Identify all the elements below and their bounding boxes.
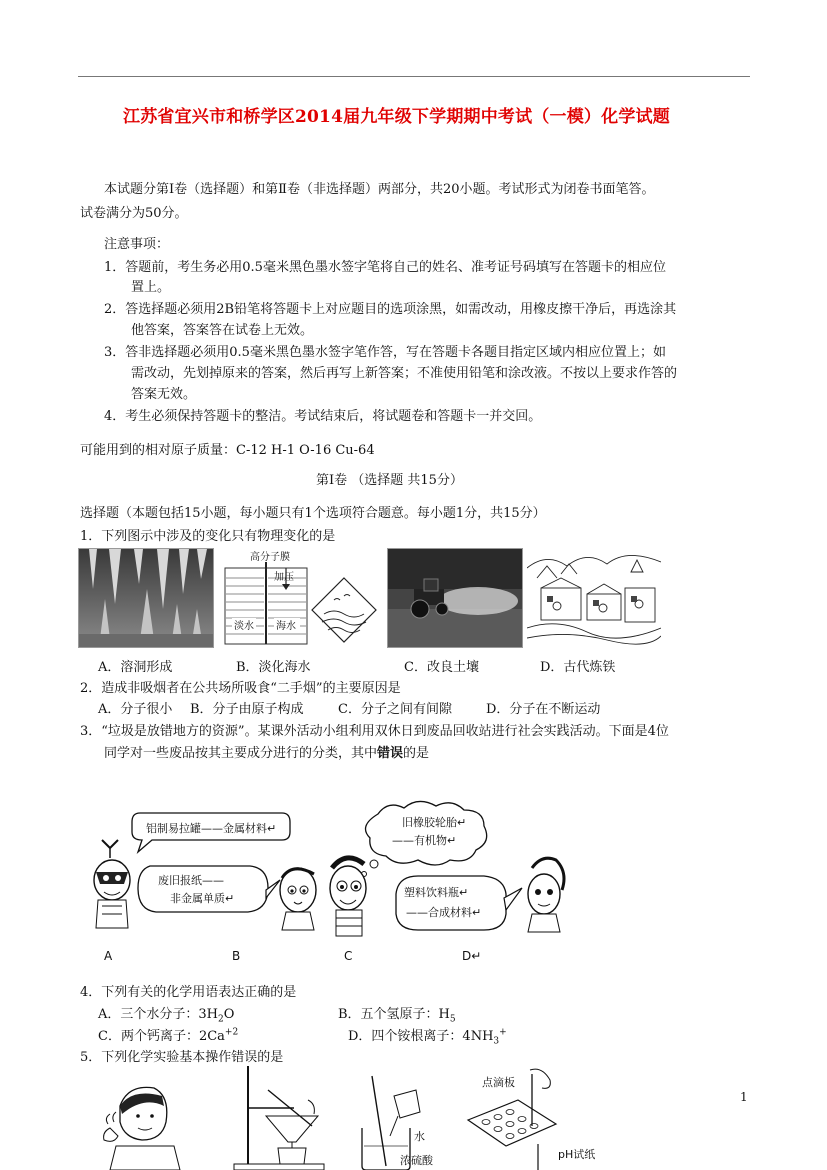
student-b-figure	[280, 868, 316, 930]
q4-option-b-text: B．五个氢原子：H	[338, 1007, 450, 1022]
q1-image-desalination	[224, 548, 378, 646]
bubble-b-line-2: 非金属单质↵	[170, 892, 235, 905]
student-d-figure	[528, 858, 564, 932]
q3-stem-part-c: 的是	[403, 746, 430, 761]
q3-illustration	[92, 798, 572, 968]
q4-option-c-text: C．两个钙离子：2Ca	[98, 1029, 225, 1044]
q4-option-a-subscript: 2	[218, 1014, 224, 1025]
q4-option-b	[338, 1003, 456, 1025]
q4-option-d-subscript: 3	[493, 1036, 500, 1047]
q2-stem: 2．造成非吸烟者在公共场所吸食“二手烟”的主要原因是	[80, 681, 401, 696]
note-2-line-b: 他答案，答案答在试卷上无效。	[131, 323, 314, 338]
q1-image-ancient-iron	[527, 548, 661, 646]
student-b-label: B	[232, 949, 241, 963]
q1-option-d: D．古代炼铁	[540, 660, 616, 675]
page-number: 1	[740, 1090, 748, 1104]
intro-line-1: 本试题分第Ⅰ卷（选择题）和第Ⅱ卷（非选择题）两部分，共20小题。考试形式为闭卷书面笔答。	[104, 182, 655, 197]
q4-option-d	[348, 1025, 507, 1047]
q4-stem: 4．下列有关的化学用语表达正确的是	[80, 985, 297, 1000]
student-c-figure	[330, 858, 366, 936]
q4-option-c	[98, 1025, 238, 1044]
note-1-line-b: 置上。	[131, 280, 171, 295]
q5-illustrations	[98, 1066, 618, 1170]
q1-option-a: A．溶洞形成	[98, 660, 173, 675]
fresh-water-label: 淡水	[234, 621, 254, 632]
q4-option-d-superscript: +	[499, 1027, 507, 1038]
boy-smelling-figure	[104, 1087, 180, 1170]
q4-option-a-end: O	[223, 1007, 235, 1022]
q5-stem: 5．下列化学实验基本操作错误的是	[80, 1050, 284, 1065]
q2-option-b: B．分子由原子构成	[190, 702, 304, 717]
water-label: 水	[414, 1130, 425, 1143]
section-1-instructions: 选择题（本题包括15小题，每小题只有1个选项符合题意。每小题1分，共15分）	[80, 506, 546, 521]
q3-stem-line-2	[104, 742, 429, 761]
note-3-line-a: 3．答非选择题必须用0.5毫米黑色墨水签字笔作答，写在答题卡各题目指定区域内相应位置上；如	[104, 345, 666, 360]
bubble-a-text: 铝制易拉罐——金属材料↵	[146, 822, 277, 835]
q2-option-d: D．分子在不断运动	[486, 702, 601, 717]
dilution-apparatus	[362, 1076, 434, 1170]
plate-label: 点滴板	[482, 1076, 515, 1089]
q1-stem: 1．下列图示中涉及的变化只有物理变化的是	[80, 529, 336, 544]
bubble-d-line-1: 塑料饮料瓶↵	[404, 886, 469, 899]
notes-heading: 注意事项：	[104, 237, 170, 252]
q1-image-cave	[78, 548, 214, 648]
student-a-label: A	[104, 949, 113, 963]
header-rule	[78, 76, 750, 77]
atomic-mass-line: 可能用到的相对原子质量：C-12 H-1 O-16 Cu-64	[80, 443, 375, 458]
q2-option-c: C．分子之间有间隙	[338, 702, 452, 717]
q1-image-tractor	[387, 548, 523, 648]
note-1-line-a: 1．答题前，考生务必用0.5毫米黑色墨水签字笔将自己的姓名、准考证号码填写在答题卡的相应位	[104, 260, 666, 275]
filtration-apparatus	[234, 1066, 324, 1170]
q4-option-a-text: A．三个水分子：3H	[98, 1007, 218, 1022]
q3-stem-emphasis: 错误	[377, 746, 404, 761]
q4-option-a	[98, 1003, 234, 1025]
q1-option-c: C．改良土壤	[404, 660, 479, 675]
q3-stem-part-a: 同学对一些废品按其主要成分进行的分类，其中	[104, 746, 378, 761]
bubble-d-line-2: ——合成材料↵	[406, 906, 482, 919]
note-3-line-c: 答案无效。	[131, 387, 197, 402]
ph-test-apparatus	[468, 1069, 595, 1170]
q3-stem-line-1: 3．“垃圾是放错地方的资源”。某课外活动小组利用双休日到废品回收站进行社会实践活动。下面是4位	[80, 724, 669, 739]
student-a-figure	[94, 840, 130, 928]
bubble-c-line-1: 旧橡胶轮胎↵	[402, 816, 467, 829]
q4-option-d-text: D．四个铵根离子：4NH	[348, 1029, 494, 1044]
q2-option-a: A．分子很小	[98, 702, 173, 717]
pressure-label: 加压	[274, 572, 294, 583]
bubble-b-line-1: 废旧报纸——	[158, 874, 224, 887]
q4-option-b-subscript: 5	[449, 1014, 456, 1025]
q4-option-c-superscript: +2	[224, 1027, 239, 1038]
page-title: 江苏省宜兴市和桥学区2014届九年级下学期期中考试（一模）化学试题	[123, 107, 670, 127]
note-3-line-b: 需改动，先划掉原来的答案，然后再写上新答案；不准使用铅笔和涂改液。不按以上要求作答的	[131, 366, 678, 381]
q1-option-b: B．淡化海水	[236, 660, 311, 675]
bubble-c-line-2: ——有机物↵	[392, 834, 457, 847]
membrane-label: 高分子膜	[250, 552, 290, 563]
ph-paper-label: pH试纸	[558, 1148, 596, 1161]
note-4: 4．考生必须保持答题卡的整洁。考试结束后，将试题卷和答题卡一并交回。	[104, 409, 542, 424]
section-1-title: 第Ⅰ卷 （选择题 共15分）	[316, 473, 463, 488]
student-c-label: C	[344, 949, 353, 963]
note-2-line-a: 2．答选择题必须用2B铅笔将答题卡上对应题目的选项涂黑，如需改动，用橡皮擦干净后，再选涂其	[104, 302, 677, 317]
acid-label: 浓硫酸	[400, 1154, 433, 1167]
sea-water-label: 海水	[276, 621, 296, 632]
student-d-label: D↵	[462, 949, 482, 963]
intro-line-2: 试卷满分为50分。	[80, 206, 188, 221]
